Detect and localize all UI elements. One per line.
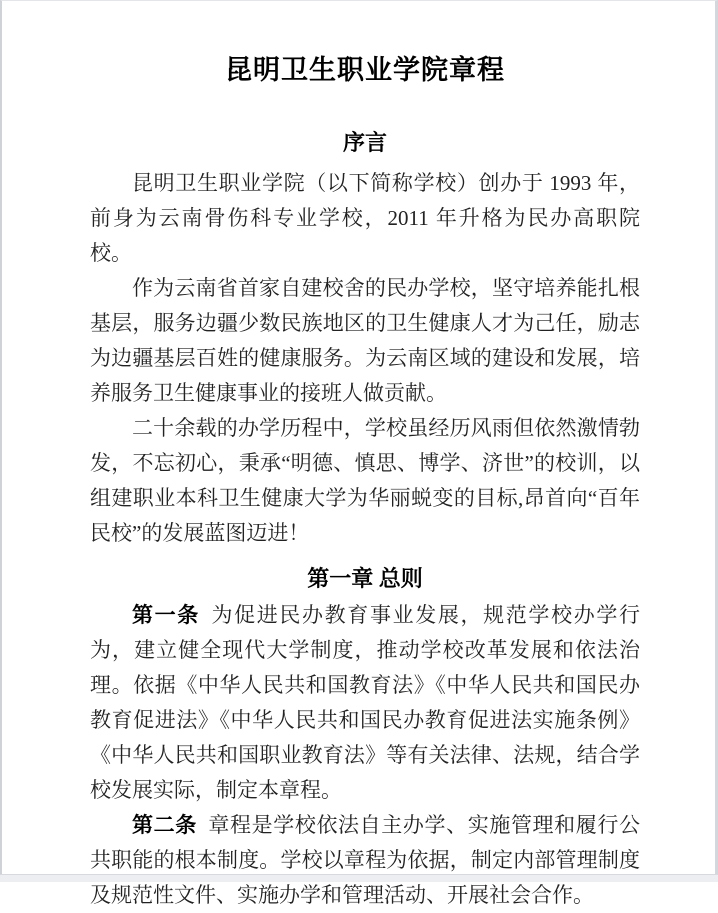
article-label: 第一条 <box>132 603 200 627</box>
article-text: 为促进民办教育事业发展，规范学校办学行为，建立健全现代大学制度，推动学校改革发展和依法治理。依据《中华人民共和国教育法》《中华人民共和国民办教育促进法》《中华人民共和国民办教育促进法实施条例》《中华人民共和国职业教育法》等有关法律、法规，结合学校发展实际，制定本章程。 <box>90 603 640 802</box>
preface-paragraph: 昆明卫生职业学院（以下简称学校）创办于 1993 年，前身为云南骨伤科专业学校，2011 年升格为民办高职院校。 <box>90 171 640 265</box>
page-bottom-gutter <box>0 874 718 882</box>
article <box>90 598 640 808</box>
preface-heading: 序言 <box>342 130 387 155</box>
articles-section <box>90 598 640 913</box>
article-label: 第二条 <box>132 813 197 837</box>
preface-paragraph: 作为云南省首家自建校舍的民办学校，坚守培养能扎根基层，服务边疆少数民族地区的卫生健康人才为己任，励志为边疆基层百姓的健康服务。为云南区域的建设和发展，培养服务卫生健康事业的接班人做贡献。 <box>90 276 640 405</box>
article <box>90 808 640 913</box>
article-text: 章程是学校依法自主办学、实施管理和履行公共职能的根本制度。学校以章程为依据，制定内部管理制度及规范性文件、实施办学和管理活动、开展社会合作。 <box>90 813 641 907</box>
preface-paragraph: 二十余载的办学历程中，学校虽经历风雨但依然激情勃发，不忘初心，秉承“明德、慎思、博学、济世”的校训，以组建职业本科卫生健康大学为华丽蜕变的目标,昂首向“百年民校”的发展蓝图迈进！ <box>90 416 640 545</box>
page-content <box>2 1 715 913</box>
document-title: 昆明卫生职业学院章程 <box>225 55 505 85</box>
chapter-heading: 第一章 总则 <box>307 566 423 591</box>
